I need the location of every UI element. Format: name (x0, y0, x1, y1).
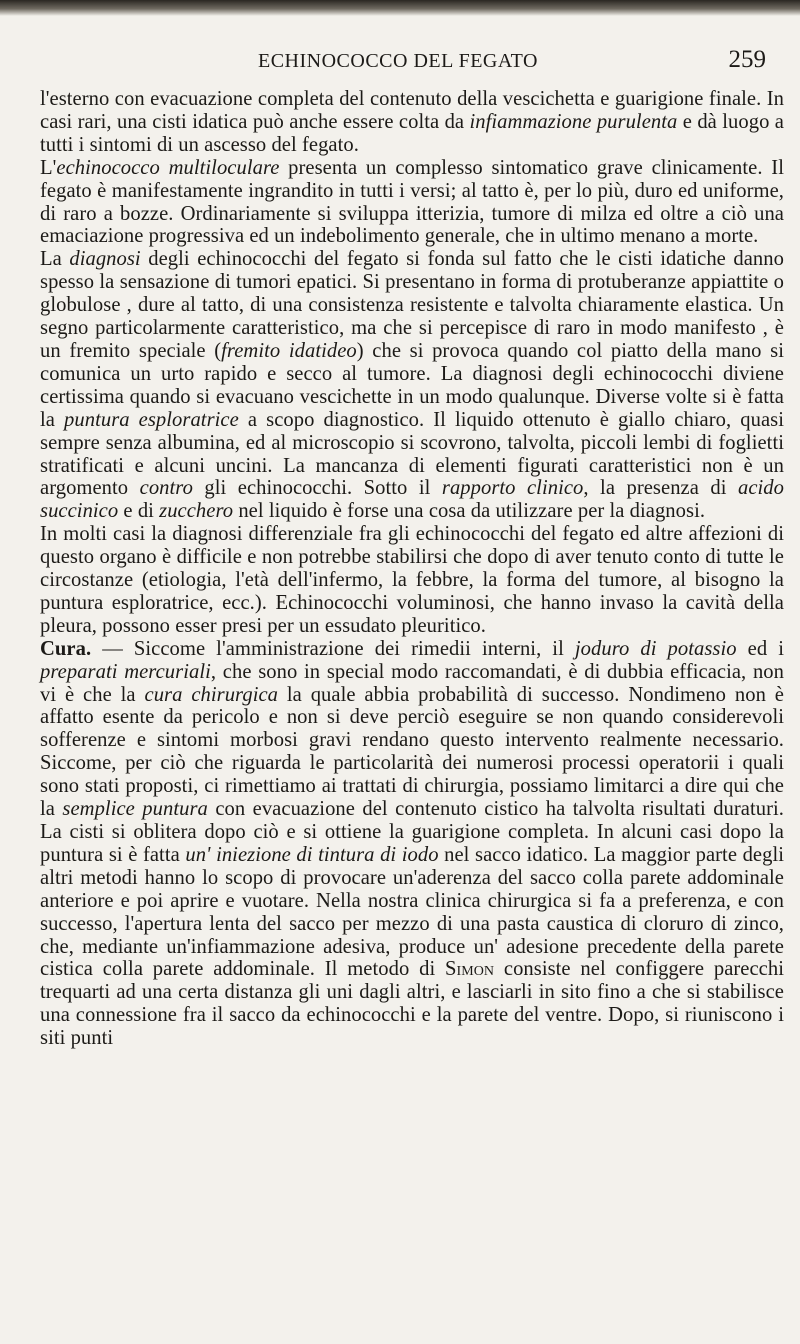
italic-term: fremito idatideo (221, 339, 357, 362)
paragraph-3 (40, 248, 784, 523)
text-run: nel sacco idatico. La maggior parte degli altri metodi hanno lo scopo di provocare un'aderenza del sacco colla parete addominale anteriore e poi aprire e vuotare. Nella nostra clinica chirurgica si fa a preferenza, e con successo, l'apertura lenta del sacco per mezzo di una pasta caustica di cloruro di zinco, che, mediante un'infiammazione adesiva, produce un' adesione precedente della parete cistica colla parete addominale. Il metodo di (40, 843, 784, 981)
text-run: ed i (736, 637, 784, 660)
text-run: L' (40, 156, 57, 179)
text-run: La (40, 248, 70, 271)
italic-term: acido succinico (40, 477, 784, 523)
text-run: l'esterno con evacuazione completa del contenuto della vescichetta e guarigione finale. In casi rari, una cisti idatica può anche essere colta da (40, 88, 784, 133)
italic-term: puntura esploratrice (64, 408, 239, 431)
text-run: , che sono in special modo raccomandati, è di dubbia efficacia, non vi è che la (40, 660, 785, 706)
section-heading-cura: Cura. (40, 637, 92, 660)
text-run: ) che si provoca quando col piatto della mano si comunica un urto rapido e secco al tumore. La diagnosi degli echinococchi diviene certissima quando si evacuano vescichette in un modo qualunque. Diverse volte si è fatta la (40, 339, 784, 431)
italic-term: contro (139, 477, 193, 500)
italic-term: rapporto clinico (441, 477, 584, 500)
page-number: 259 (728, 46, 766, 73)
italic-term: un' iniezione di tintura di iodo (185, 843, 439, 866)
text-run: gli echinococchi. Sotto il (192, 477, 442, 500)
paragraph-1 (40, 88, 784, 157)
paragraph-2 (40, 157, 784, 249)
italic-term: semplice puntura (62, 798, 208, 821)
running-title: ECHINOCOCCO DEL FEGATO (258, 50, 538, 72)
italic-term: joduro di potassio (574, 637, 737, 660)
text-run: In molti casi la diagnosi differenziale fra gli echinococchi del fegato ed altre affezioni di questo organo è difficile e non potrebbe stabilirsi che dopo di aver tenuto conto di tutte le circostanze (etiologia, l'età dell'infermo, la febbre, la forma del tumore, al bisogno la puntura esploratrice, ecc.). Echinococchi voluminosi, che hanno invaso la cavità della pleura, possono esser presi per un essudato pleuritico. (40, 523, 784, 637)
page-top-edge (0, 0, 800, 16)
text-run: con evacuazione del contenuto cistico ha talvolta risultati duraturi. La cisti si oblitera dopo ciò e si ottiene la guarigione completa. In alcuni casi dopo la puntura si è fatta (40, 798, 784, 866)
italic-term: preparati mercuriali (40, 660, 211, 683)
text-run: degli echinococchi del fegato si fonda sul fatto che le cisti idatiche danno spesso la sensazione di tumori epatici. Si presentano in forma di protuberanze appiattite o globulose , dure al tatto, di una consistenza resistente e talvolta chiaramente elastica. Un segno particolarmente caratteristico, ma che si percepisce di raro in modo manifesto , è un fremito speciale ( (40, 248, 784, 362)
text-run: e di (118, 500, 160, 523)
text-run: presenta un complesso sintomatico grave clinicamente. Il fegato è manifestamente ingrandito in tutti i versi; al tatto è, per lo più, duro ed uniforme, di raro a bozze. Ordinariamente si sviluppa itterizia, tumore di milza ed oltre a ciò una emaciazione progressiva ed un indebolimento generale, che in ultimo menano a morte. (40, 156, 784, 248)
italic-term: echinococco multiloculare (56, 156, 280, 179)
paragraph-4 (40, 523, 784, 638)
paragraph-5 (40, 638, 784, 1050)
text-run: a scopo diagnostico. Il liquido ottenuto è giallo chiaro, quasi sempre senza albumina, ed al microscopio si scovrono, talvolta, piccoli lembi di foglietti stratificati e alcuni uncini. La mancanza di elementi figurati caratteristici non è un argomento (40, 408, 784, 500)
italic-term: cura chirurgica (144, 683, 278, 706)
text-run: — Siccome l'amministrazione dei rimedii interni, il (91, 637, 575, 660)
text-run: la quale abbia probabilità di successo. Nondimeno non è affatto esente da pericolo e non si deve perciò eseguire se non quando considerevoli sofferenze e sintomi morbosi gravi rendano questo intervento realmente necessario. Siccome, per ciò che riguarda le particolarità dei numerosi processi operatorii i quali sono stati proposti, ci rimettiamo ai trattati di chirurgia, possiamo limitarci a dire qui che la (40, 683, 784, 821)
italic-term: zucchero (159, 500, 234, 523)
text-run: consiste nel configgere parecchi trequarti ad una certa distanza gli uni dagli altri, e lasciarli in sito fino a che si stabilisce una connessione fra il sacco da echinococchi e la parete del ventre. Dopo, si riuniscono i siti punti (40, 958, 784, 1050)
italic-term: infiammazione purulenta (469, 110, 678, 133)
text-run: nel liquido è forse una cosa da utilizzare per la diagnosi. (233, 500, 706, 523)
body-text (40, 88, 784, 1050)
author-name: Simon (445, 958, 495, 981)
italic-term: diagnosi (69, 248, 141, 271)
page-header (0, 46, 800, 80)
text-run: , la presenza di (583, 477, 738, 500)
text-run: e dà luogo a tutti i sintomi di un ascesso del fegato. (40, 110, 784, 156)
